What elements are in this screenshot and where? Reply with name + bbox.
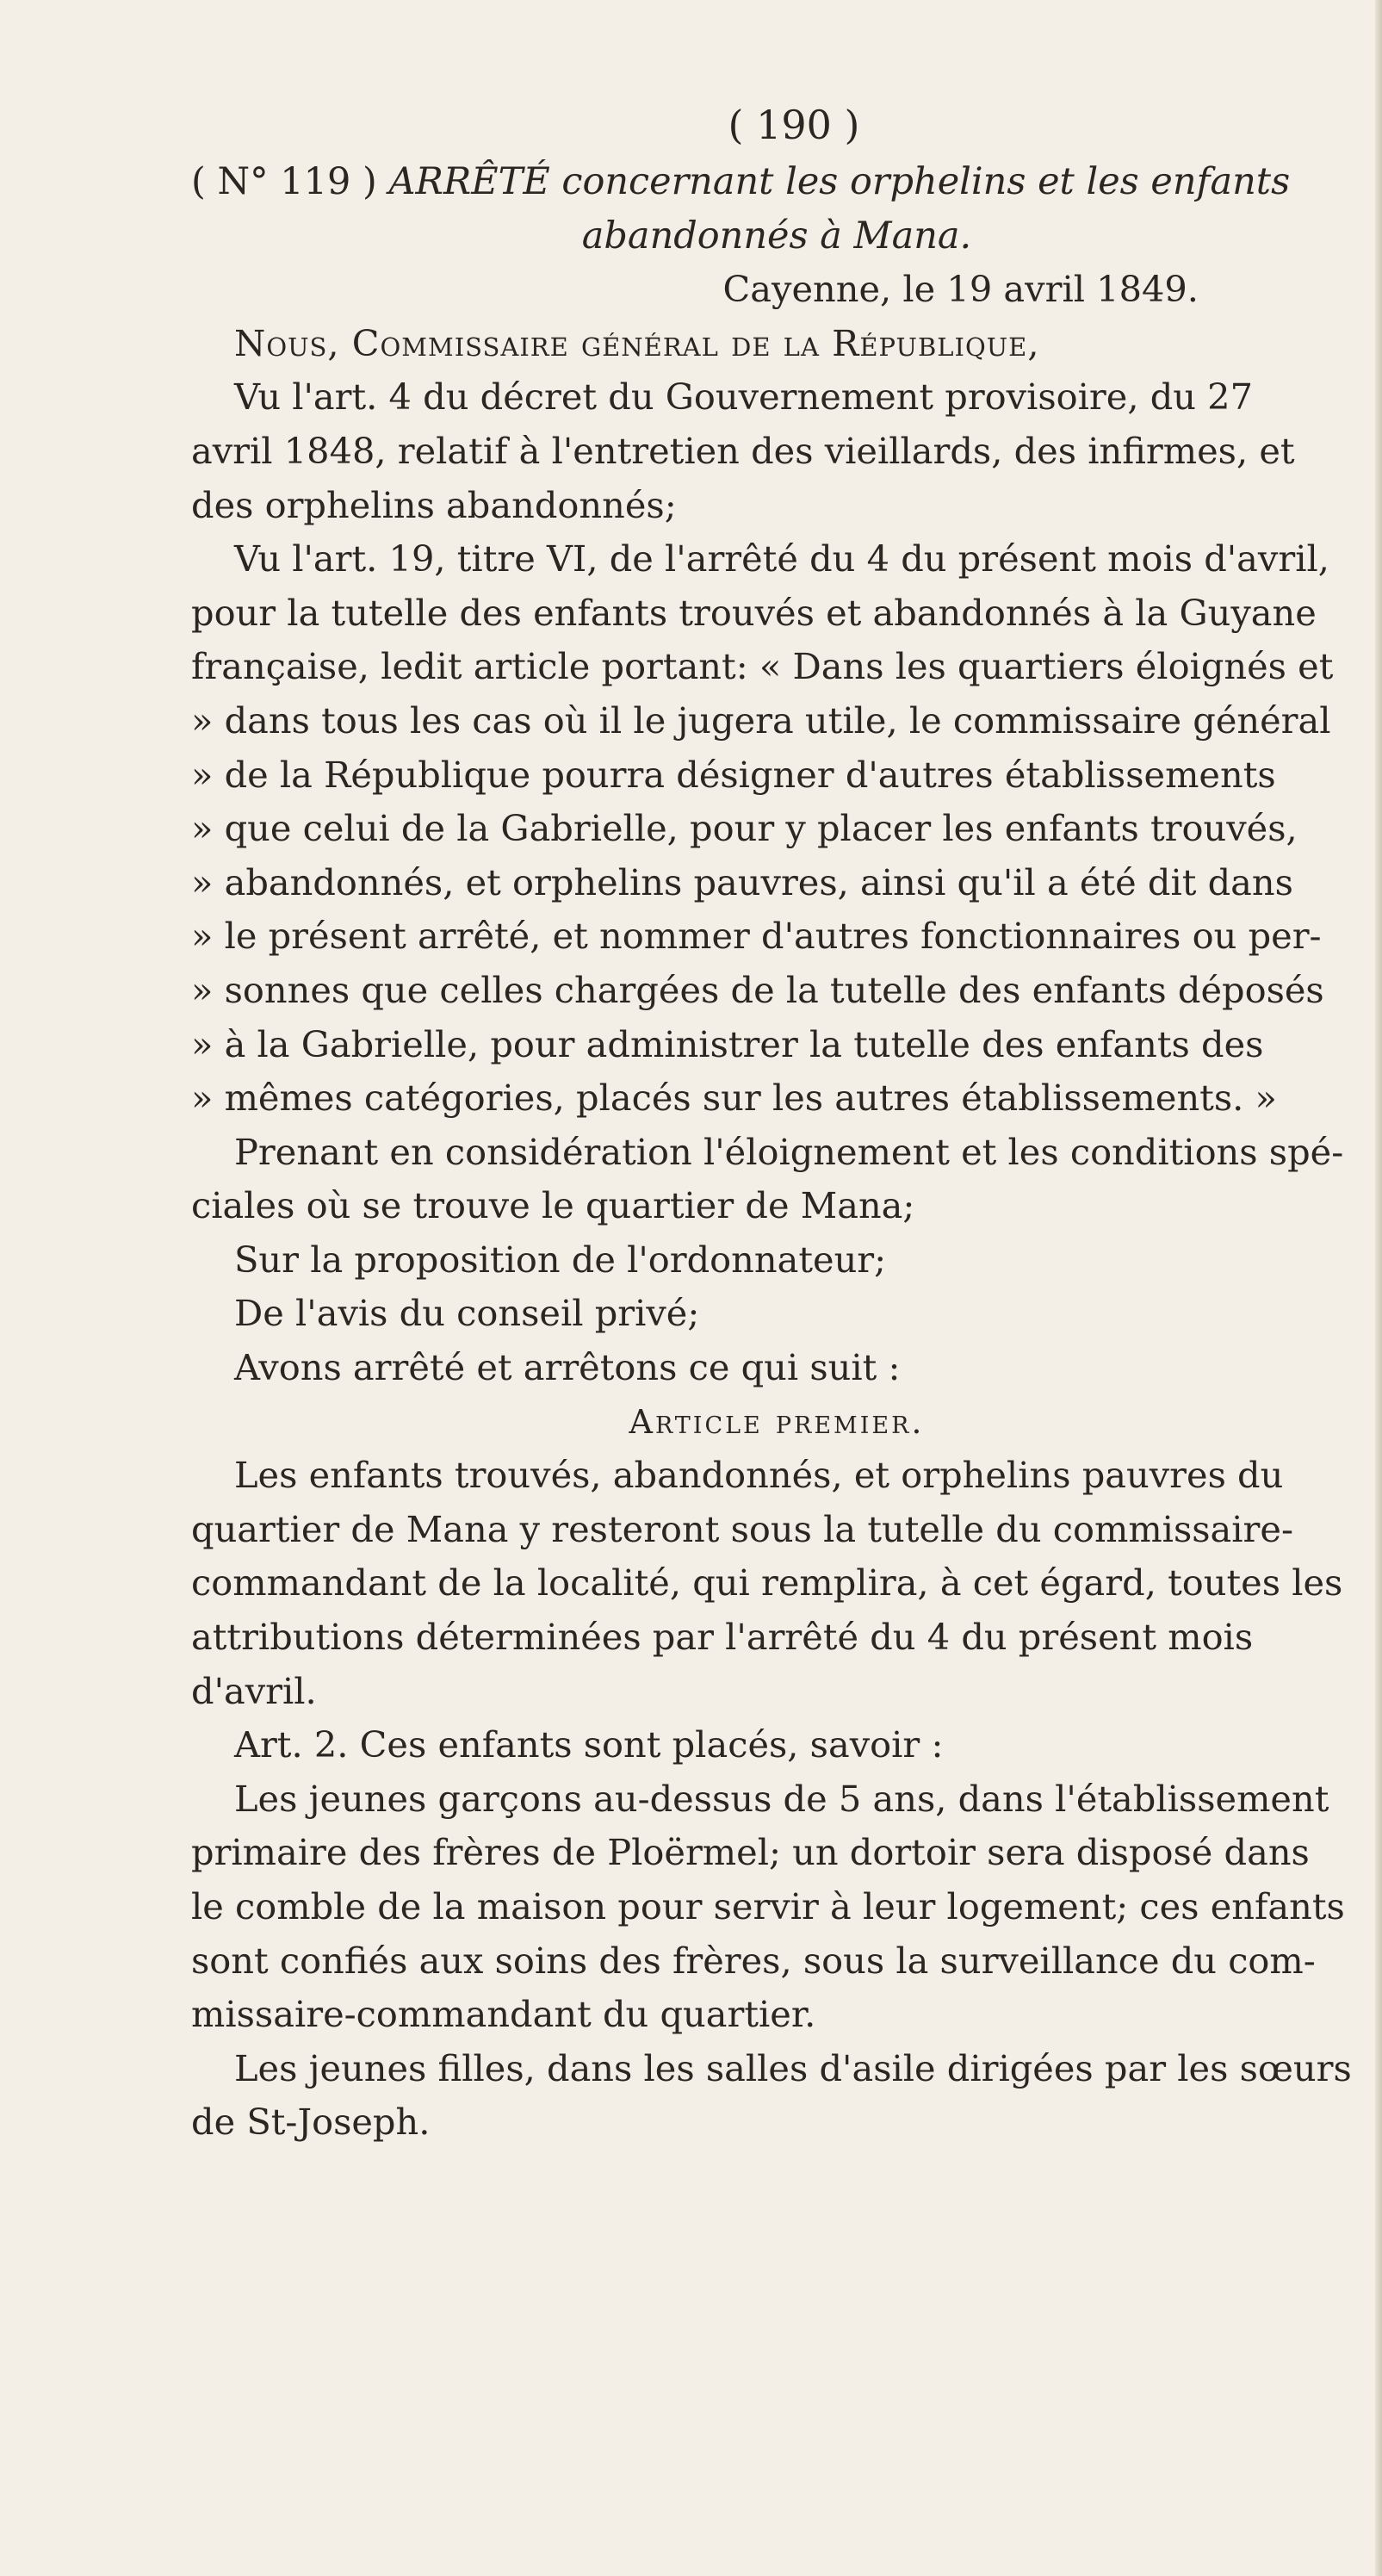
body-line: » que celui de la Gabrielle, pour y placer les enfants trouvés, xyxy=(191,807,1298,850)
body-line: pour la tutelle des enfants trouvés et abandonnés à la Guyane xyxy=(191,591,1317,634)
body-line: » le présent arrêté, et nommer d'autres fonctionnaires ou per- xyxy=(191,915,1322,958)
article-line: Les enfants trouvés, abandonnés, et orphelins pauvres du xyxy=(234,1454,1284,1497)
body-line: ciales où se trouve le quartier de Mana; xyxy=(191,1184,915,1227)
body-line: » dans tous les cas où il le jugera utile, le commissaire général xyxy=(191,698,1331,742)
article-line: sont confiés aux soins des frères, sous la surveillance du com- xyxy=(191,1939,1316,1982)
body-line: Sur la proposition de l'ordonnateur; xyxy=(234,1238,887,1281)
body-line: des orphelins abandonnés; xyxy=(191,483,677,526)
body-line: » de la République pourra désigner d'autres établissements xyxy=(191,753,1276,796)
article-line: Les jeunes garçons au-dessus de 5 ans, dans l'établissement xyxy=(234,1777,1329,1820)
decree-title-continued: abandonnés à Mana. xyxy=(581,214,972,258)
article-line: d'avril. xyxy=(191,1669,317,1712)
article-line: quartier de Mana y resteront sous la tutelle du commissaire- xyxy=(191,1507,1293,1550)
article-line: Les jeunes filles, dans les salles d'asile dirigées par les sœurs xyxy=(234,2046,1352,2089)
body-line: Prenant en considération l'éloignement et les conditions spé- xyxy=(234,1130,1344,1173)
article-line: primaire des frères de Ploërmel; un dortoir sera disposé dans xyxy=(191,1831,1310,1874)
place-date: Cayenne, le 19 avril 1849. xyxy=(722,268,1199,311)
article-line: commandant de la localité, qui remplira, à cet égard, toutes les xyxy=(191,1561,1343,1605)
body-line: Avons arrêté et arrêtons ce qui suit : xyxy=(234,1346,901,1389)
body-line: De l'avis du conseil privé; xyxy=(234,1292,700,1335)
body-line: » abandonnés, et orphelins pauvres, ainsi qu'il a été dit dans xyxy=(191,860,1293,903)
body-line: française, ledit article portant: « Dans les quartiers éloignés et xyxy=(191,645,1334,688)
body-line: » sonnes que celles chargées de la tutelle des enfants déposés xyxy=(191,968,1324,1011)
article-line: Art. 2. Ces enfants sont placés, savoir : xyxy=(234,1723,944,1766)
page-number: ( 190 ) xyxy=(728,102,860,148)
body-line: » mêmes catégories, placés sur les autres établissements. » xyxy=(191,1077,1277,1120)
heading-line-1 xyxy=(191,155,1362,209)
body-line: Vu l'art. 4 du décret du Gouvernement provisoire, du 27 xyxy=(234,376,1253,419)
article-line: de St-Joseph. xyxy=(191,2101,431,2144)
article-line: le comble de la maison pour servir à leur logement; ces enfants xyxy=(191,1885,1345,1927)
article-heading: Article premier. xyxy=(629,1402,925,1441)
article-line: missaire-commandant du quartier. xyxy=(191,1993,816,2036)
decree-number: ( N° 119 ) xyxy=(191,160,377,203)
body-line: avril 1848, relatif à l'entretien des vieillards, des infirmes, et xyxy=(191,429,1295,472)
page-edge xyxy=(1375,0,1382,2576)
decree-title: ARRÊTÉ concernant les orphelins et les enfants xyxy=(388,160,1291,203)
article-line: attributions déterminées par l'arrêté du 4 du présent mois xyxy=(191,1616,1254,1659)
authority-line: Nous, Commissaire général de la République, xyxy=(234,321,1040,364)
body-line: » à la Gabrielle, pour administrer la tutelle des enfants des xyxy=(191,1022,1264,1065)
body-line: Vu l'art. 19, titre VI, de l'arrêté du 4 du présent mois d'avril, xyxy=(234,537,1329,580)
document-page xyxy=(191,95,1362,2150)
